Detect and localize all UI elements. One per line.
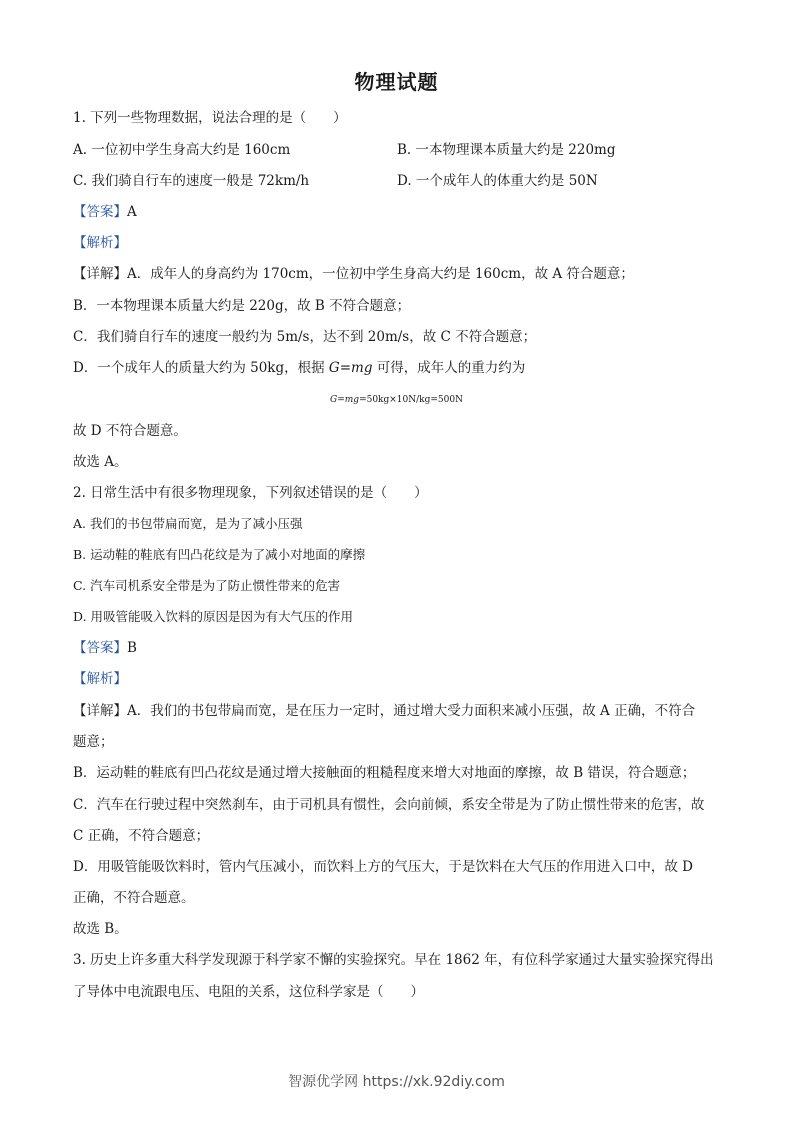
q1-detail-d-pre: D．一个成年人的质量大约为 50kg，根据 bbox=[73, 360, 329, 376]
q1-option-d: D. 一个成年人的体重大约是 50N bbox=[397, 173, 598, 189]
equation-g: G bbox=[330, 395, 338, 405]
q2-detail-a1 bbox=[73, 701, 695, 721]
q1-analysis-tag bbox=[73, 233, 127, 253]
analysis-tag: 【解析】 bbox=[73, 235, 127, 251]
q1-answer-line bbox=[73, 202, 137, 222]
equation-eq: = bbox=[337, 395, 345, 405]
q1-answer: A bbox=[127, 204, 137, 220]
footer-watermark: 智源优学网 https://xk.92diy.com bbox=[288, 1074, 505, 1090]
q2-detail-c1: C．汽车在行驶过程中突然刹车，由于司机具有惯性，会向前倾，系安全带是为了防止惯性带来的危害，故 bbox=[73, 797, 705, 813]
q2-answer: B bbox=[127, 640, 137, 656]
q2-detail-d1: D．用吸管能吸饮料时，管内气压减小，而饮料上方的气压大，于是饮料在大气压的作用进入口中，故 D bbox=[73, 859, 693, 875]
equation-mg: mg bbox=[344, 395, 360, 405]
q3-stem-line2: 了导体中电流跟电压、电阻的关系，这位科学家是（ ） bbox=[73, 984, 424, 1000]
q2-conclusion: 故选 B。 bbox=[73, 921, 128, 937]
detail-tag: 【详解】 bbox=[73, 266, 127, 282]
answer-tag: 【答案】 bbox=[73, 204, 127, 220]
q1-detail-d-end: 故 D 不符合题意。 bbox=[73, 423, 187, 439]
q1-conclusion: 故选 A。 bbox=[73, 454, 128, 470]
q1-option-b: B. 一本物理课本质量大约是 220mg bbox=[397, 142, 616, 158]
q1-option-a: A. 一位初中学生身高大约是 160cm bbox=[73, 142, 291, 158]
q2-option-a: A. 我们的书包带扁而宽，是为了减小压强 bbox=[73, 516, 303, 531]
answer-tag: 【答案】 bbox=[73, 640, 127, 656]
q2-detail-b: B．运动鞋的鞋底有凹凸花纹是通过增大接触面的粗糙程度来增大对地面的摩擦，故 B 错误，符合题意； bbox=[73, 765, 696, 781]
q1-detail-d-post: 可得，成年人的重力约为 bbox=[372, 360, 526, 376]
q2-detail-a1-text: A．我们的书包带扁而宽，是在压力一定时，通过增大受力面积来减小压强，故 A 正确，不符合 bbox=[127, 703, 696, 719]
q2-stem: 2. 日常生活中有很多物理现象，下列叙述错误的是（ ） bbox=[73, 485, 428, 501]
detail-tag: 【详解】 bbox=[73, 703, 127, 719]
page-title: 物理试题 bbox=[354, 70, 439, 94]
q2-detail-a2: 题意； bbox=[73, 734, 114, 750]
q1-option-c: C. 我们骑自行车的速度一般是 72km/h bbox=[73, 173, 310, 189]
q2-detail-c2: C 正确，不符合题意； bbox=[73, 828, 210, 844]
q2-option-d: D. 用吸管能吸入饮料的原因是因为有大气压的作用 bbox=[73, 609, 354, 624]
q1-stem: 1. 下列一些物理数据，说法合理的是（ ） bbox=[73, 110, 347, 126]
q2-option-b: B. 运动鞋的鞋底有凹凸花纹是为了减小对地面的摩擦 bbox=[73, 547, 366, 562]
q1-detail-a-text: A．成年人的身高约为 170cm，一位初中学生身高大约是 160cm，故 A 符合题意； bbox=[127, 266, 634, 282]
q2-option-c: C. 汽车司机系安全带是为了防止惯性带来的危害 bbox=[73, 578, 341, 593]
equation-rest: =50kg×10N/kg=500N bbox=[359, 395, 463, 405]
q2-detail-d2: 正确，不符合题意。 bbox=[73, 890, 195, 906]
q1-equation bbox=[0, 390, 793, 410]
q1-detail-d bbox=[73, 358, 525, 378]
q2-answer-line bbox=[73, 638, 137, 658]
q1-detail-d-formula: G=mg bbox=[328, 360, 373, 376]
q2-analysis-tag bbox=[73, 669, 127, 689]
q1-detail-b: B．一本物理课本质量大约是 220g，故 B 不符合题意； bbox=[73, 298, 411, 314]
analysis-tag: 【解析】 bbox=[73, 671, 127, 687]
q1-detail-c: C．我们骑自行车的速度一般约为 5m/s，达不到 20m/s，故 C 不符合题意； bbox=[73, 329, 537, 345]
q1-detail-a bbox=[73, 264, 634, 284]
q3-stem-line1: 3. 历史上许多重大科学发现源于科学家不懈的实验探究。早在 1862 年，有位科学家通过大量实验探究得出 bbox=[73, 952, 714, 968]
